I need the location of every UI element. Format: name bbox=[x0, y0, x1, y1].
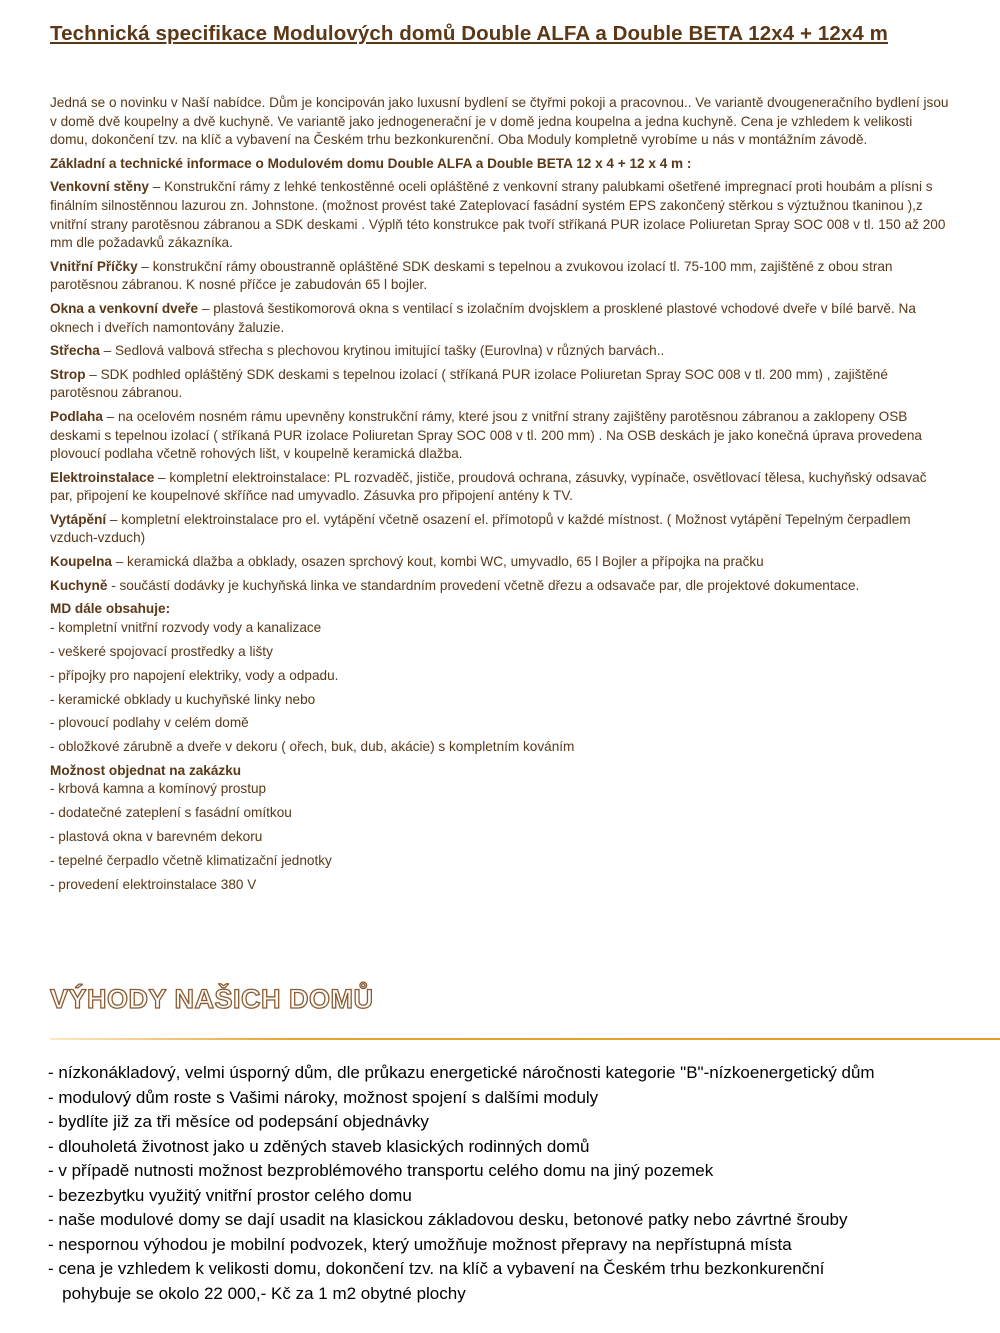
advantage-item: - nízkonákladový, velmi úsporný dům, dle průkazu energetické náročnosti kategorie "B"-nízkoenergetický dům bbox=[48, 1063, 875, 1082]
spec-roof bbox=[50, 342, 950, 361]
spec-term: Střecha bbox=[50, 343, 100, 359]
advantage-item: - nespornou výhodou je mobilní podvozek, který umožňuje možnost přepravy na nepřístupná místa bbox=[48, 1234, 792, 1254]
spec-text: – plastová šestikomorová okna s ventilací s izolačním dvojsklem a prosklené plastové vchodové dveře v bílé barvě. Na oknech i dveřích namontovány žaluzie. bbox=[50, 300, 916, 335]
spec-term: Kuchyně bbox=[50, 577, 108, 593]
spec-electrical bbox=[50, 469, 950, 506]
spec-interior-partitions bbox=[50, 258, 950, 295]
advantage-item: - naše modulové domy se dají usadit na klasickou základovou desku, betonové patky nebo závrtné šrouby bbox=[48, 1210, 848, 1229]
spec-text: – SDK podhled opláštěný SDK deskami s tepelnou izolací ( stříkaná PUR izolace Poliuretan Spray SOC 008 v tl. 200 mm) , zajištěné parotěsnou zábranou. bbox=[50, 366, 888, 401]
advantage-item: pohybuje se okolo 22 000,- Kč za 1 m2 obytné plochy bbox=[48, 1283, 466, 1303]
spec-floor bbox=[50, 408, 950, 464]
spec-text: – keramická dlažba a obklady, osazen sprchový kout, kombi WC, umyvadlo, 65 l Bojler a přípojka na pračku bbox=[111, 554, 764, 570]
advantage-item: - bezezbytku využitý vnitřní prostor celého domu bbox=[48, 1185, 412, 1205]
spec-text: – Sedlová valbová střecha s plechovou krytinou imitující tašky (Eurovlna) v různých barvách.. bbox=[99, 343, 665, 359]
list-item: - veškeré spojovací prostředky a lišty bbox=[50, 643, 273, 659]
page-title: Technická specifikace Modulových domů Double ALFA a Double BETA 12x4 + 12x4 m bbox=[50, 22, 888, 45]
advantage-item: - v případě nutnosti možnost bezproblémového transportu celého domu na jiný pozemek bbox=[48, 1161, 714, 1180]
spec-text: – na ocelovém nosném rámu upevněny konstrukční rámy, které jsou z vnitřní strany zajištěny parotěsnou zábranou a zaklopeny OSB deskami s tepelnou izolací ( stříkaná PUR izolace Poliuretan Spray SOC 008 v tl. 200 mm) . Na OSB deskách je jako konečná úprava provedena plovoucí podlaha včetně rohových lišt, v koupelně keramická dlažba. bbox=[50, 408, 922, 462]
spec-windows-doors bbox=[50, 300, 950, 337]
spec-term: Podlaha bbox=[50, 408, 103, 424]
list-item: - dodatečné zateplení s fasádní omítkou bbox=[50, 805, 292, 821]
intro-paragraph: Jedná se o novinku v Naší nabídce. Dům je koncipován jako luxusní bydlení se čtyřmi pokoji a pracovnou.. Ve variantě dvougeneračního bydlení jsou v domě dvě koupelny a dvě kuchyně. Ve variantě jako jednogenerační je v domě jedna koupelna a jedna kuchyně. Cena je vzhledem k velikosti domu, dokončení tzv. na klíč a vybavení na Českém trhu bezkonkurenční. Oba Moduly kompletně vyrobíme u nás v montážním závodě. bbox=[50, 95, 949, 148]
list-item: - krbová kamna a komínový prostup bbox=[50, 781, 267, 797]
spec-text: – Konstrukční rámy z lehké tenkostěnné oceli opláštěné z venkovní strany palubkami ošetřené impregnací proti houbám a plísni s finálním silnostěnnou lazurou zn. Johnstone. (možnost provést také Zateplovací fasádní systém EPS zakončený stěrkou s výztužnou tkaninou ),z vnitřní strany parotěsnou zábranou a SDK deskami . Výplň této konstrukce pak tvoří stříkaná PUR izolace Poliuretan Spray SOC 008 v tl. 150 až 200 mm dle požadavků zákazníka. bbox=[50, 179, 946, 251]
advantage-item: - modulový dům roste s Vašimi nároky, možnost spojení s dalšími moduly bbox=[48, 1087, 599, 1107]
list-item: - provedení elektroinstalace 380 V bbox=[50, 877, 257, 893]
spec-bathroom bbox=[50, 553, 950, 572]
spec-text: – konstrukční rámy oboustranně opláštěné SDK deskami s tepelnou a zvukovou izolací tl. 75-100 mm, zajištěné z obou stran parotěsnou zábranou. K nosné příčce je zabudován 65 l bojler. bbox=[50, 258, 893, 293]
md-heading: MD dále obsahuje: bbox=[50, 601, 171, 617]
spec-text: – kompletní elektroinstalace pro el. vytápění včetně osazení el. přímotopů v každé místnost. ( Možnost vytápění Tepelným čerpadlem vzduch-vzduch) bbox=[50, 511, 911, 546]
spec-term: Elektroinstalace bbox=[50, 469, 155, 485]
advantage-item: - bydlíte již za tři měsíce od podepsání objednávky bbox=[48, 1112, 429, 1131]
list-item: - kompletní vnitřní rozvody vody a kanalizace bbox=[50, 619, 322, 635]
spec-term: Venkovní stěny bbox=[50, 179, 149, 195]
list-item: - přípojky pro napojení elektriky, vody a odpadu. bbox=[50, 667, 339, 683]
advantage-item: - dlouholetá životnost jako u zděných staveb klasických rodinných domů bbox=[48, 1136, 590, 1156]
spec-ceiling bbox=[50, 366, 950, 403]
spec-term: Koupelna bbox=[50, 554, 112, 570]
spec-text: - součástí dodávky je kuchyňská linka ve standardním provedení včetně dřezu a odsavače par, dle projektové dokumentace. bbox=[107, 577, 860, 593]
spec-exterior-walls bbox=[50, 178, 950, 252]
list-item: - plovoucí podlahy v celém domě bbox=[50, 715, 249, 731]
heading-underline-divider bbox=[50, 1038, 1000, 1040]
spec-term: Strop bbox=[50, 366, 86, 382]
basic-info-heading: Základní a technické informace o Modulovém domu Double ALFA a Double BETA 12 x 4 + 12 x 4 m : bbox=[50, 155, 692, 171]
list-item: - plastová okna v barevném dekoru bbox=[50, 829, 263, 845]
spec-term: Vytápění bbox=[50, 511, 107, 527]
spec-kitchen bbox=[50, 577, 950, 596]
order-list bbox=[50, 780, 950, 894]
advantage-item: - cena je vzhledem k velikosti domu, dokončení tzv. na klíč a vybavení na Českém trhu bezkonkurenční bbox=[48, 1259, 825, 1278]
advantages-list bbox=[48, 1061, 988, 1306]
list-item: - keramické obklady u kuchyňské linky nebo bbox=[50, 691, 316, 707]
md-list bbox=[50, 619, 950, 757]
list-item: - obložkové zárubně a dveře v dekoru ( ořech, buk, dub, akácie) s kompletním kováním bbox=[50, 739, 575, 755]
spec-term: Okna a venkovní dveře bbox=[50, 300, 199, 316]
spec-text: – kompletní elektroinstalace: PL rozvaděč, jističe, proudová ochrana, zásuvky, vypínače, osvětlovací tělesa, kuchyňský odsavač par, připojení ke koupelnové skříňce nad umyvadlo. Zásuvka pro připojení antény k TV. bbox=[50, 469, 927, 504]
specification-body bbox=[50, 94, 950, 895]
spec-heating bbox=[50, 511, 950, 548]
spec-term: Vnitřní Příčky bbox=[50, 258, 138, 274]
list-item: - tepelné čerpadlo včetně klimatizační jednotky bbox=[50, 853, 332, 869]
order-heading: Možnost objednat na zakázku bbox=[50, 762, 242, 778]
advantages-heading: VÝHODY NAŠICH DOMŮ bbox=[50, 984, 374, 1014]
